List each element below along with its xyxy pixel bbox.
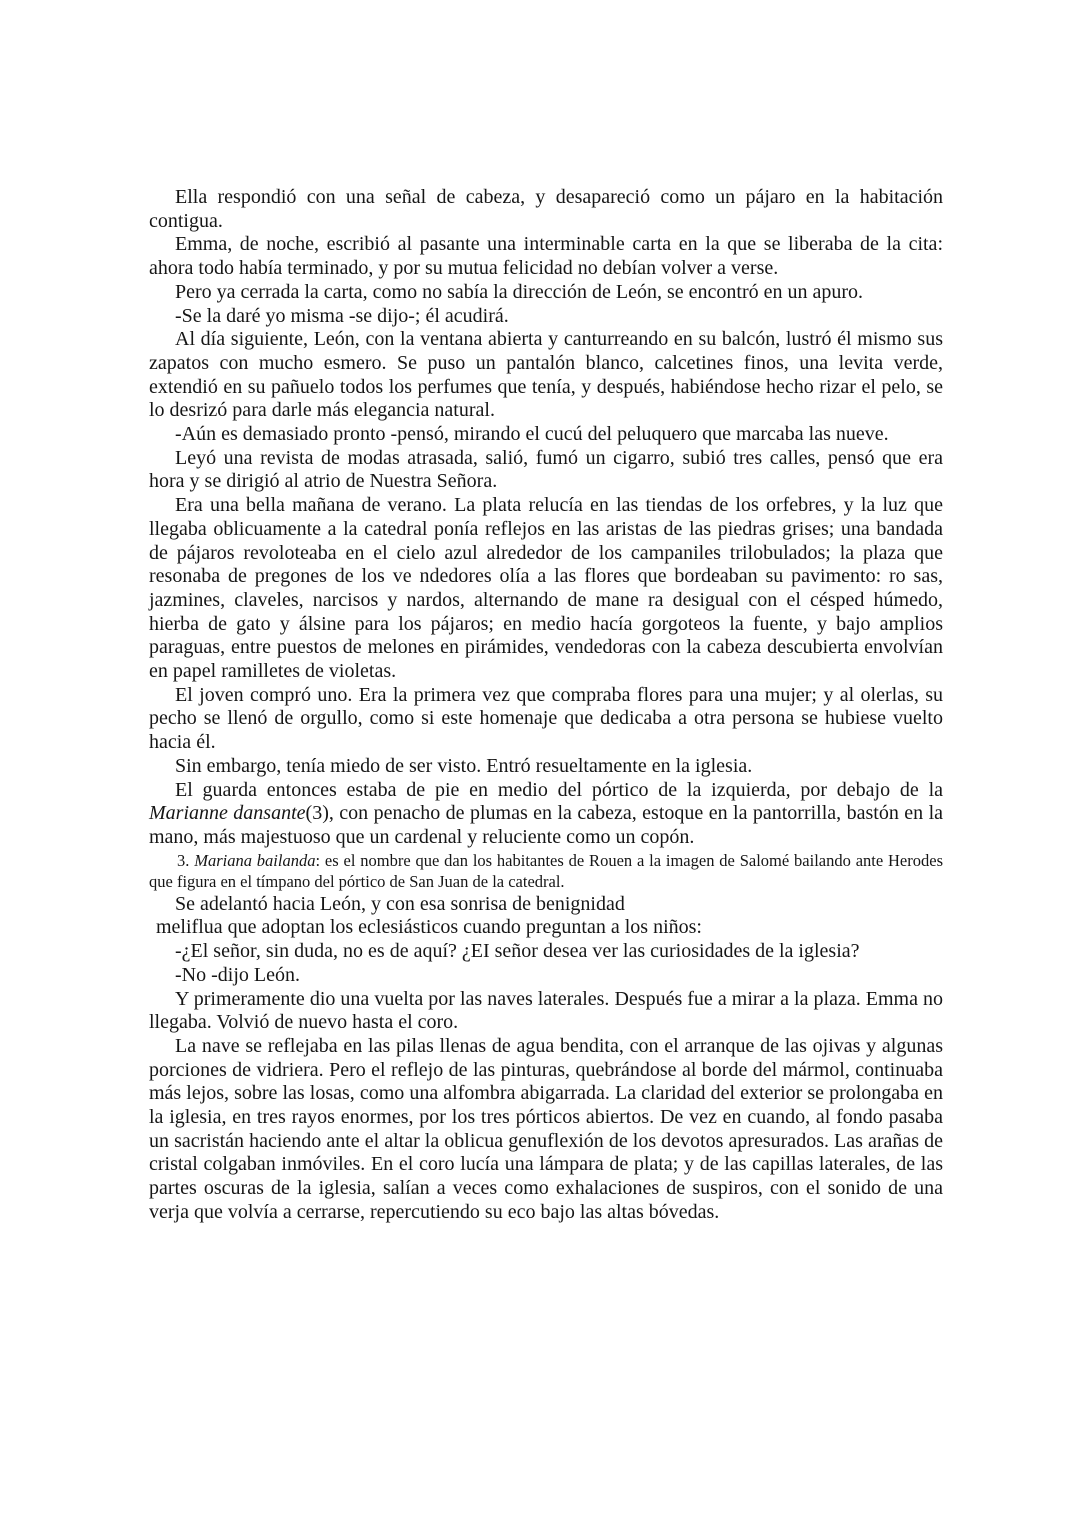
paragraph-continuation: meliflua que adoptan los eclesiásticos cuando preguntan a los niños: — [156, 916, 702, 939]
dialogue-line: -¿El señor, sin duda, no es de aquí? ¿EI señor desea ver las curiosidades de la iglesia? — [175, 940, 860, 963]
paragraph: Leyó una revista de modas atrasada, salió, fumó un cigarro, subió tres calles, pensó que era hora y se dirigió al atrio de Nuestra Señora. — [149, 446, 943, 493]
paragraph: Era una bella mañana de verano. La plata relucía en las tiendas de los orfebres, y la luz que llegaba oblicuamente a la catedral ponía reflejos en las aristas de las piedras grises; una bandada de pájaros revoloteaba en el cielo azul alrededor de los campaniles trilobulados; la plaza que resonaba de pregones de los ve ndedores olía a las flores que bordeaban su pavimento: ro sas, jazmines, claveles, narcisos y nardos, alternando de mane ra desigual con el césped húmedo, hierba de gato y álsine para los pájaros; en medio hacía gorgoteos la fuente, y bajo amplios paraguas, entre puestos de melones en pirámides, vendedoras con la cabeza descubierta envolvían en papel ramilletes de violetas. — [149, 494, 943, 683]
footnote-text: : es el nombre que dan los habitantes de Rouen a la imagen de Salomé bailando ante Herodes que figura en el tímpano del pórtico de San Juan de la catedral. — [149, 850, 943, 892]
paragraph: El joven compró uno. Era la primera vez que compraba flores para una mujer; y al olerlas, su pecho se llenó de orgullo, como si este homenaje que dedicaba a otra persona se hubiese vuelto hacia él. — [149, 683, 943, 754]
paragraph: Pero ya cerrada la carta, como no sabía la dirección de León, se encontró en un apuro. — [175, 280, 864, 303]
footnote — [149, 850, 943, 893]
dialogue-line: -Se la daré yo misma -se dijo-; él acudirá. — [175, 304, 509, 327]
paragraph: Sin embargo, tenía miedo de ser visto. Entró resueltamente en la iglesia. — [175, 754, 753, 777]
paragraph-text: El guarda entonces estaba de pie en medio del pórtico de la izquierda, por debajo de la — [175, 778, 943, 801]
text-block — [149, 186, 943, 1225]
italic-title-mariana-bailanda: Mariana bailanda — [194, 850, 316, 870]
paragraph: Ella respondió con una señal de cabeza, y desapareció como un pájaro en la habitación contigua. — [149, 186, 943, 232]
italic-title-marianne-dansante: Marianne dansante — [149, 802, 306, 825]
paragraph: Al día siguiente, León, con la ventana abierta y canturreando en su balcón, lustró él mismo sus zapatos con mucho esmero. Se puso un pantalón blanco, calcetines finos, una levita verde, extendió en su pañuelo todos los perfumes que tenía, y después, habiéndose hecho rizar el pelo, se lo desrizó para darle más elegancia natural. — [149, 328, 943, 422]
footnote-number: 3. — [177, 850, 195, 870]
paragraph: La nave se reflejaba en las pilas llenas de agua bendita, con el arranque de las ojivas y algunas porciones de vidriera. Pero el reflejo de las pinturas, quebrándose al borde del mármol, continuaba más lejos, sobre las losas, como una alfombra abigarrada. La claridad del exterior se prolongaba en la iglesia, en tres rayos enormes, por los tres pórticos abiertos. De vez en cuando, al fondo pasaba un sacristán haciendo ante el altar la oblicua genuflexión de los devotos apresurados. Las arañas de cristal colgaban inmóviles. En el coro lucía una lámpara de plata; y de las capillas laterales, de las partes oscuras de la iglesia, salían a veces como exhalaciones de suspiros, con el sonido de una verja que volvía a cerrarse, repercutiendo su eco bajo las altas bóvedas. — [149, 1034, 943, 1223]
dialogue-line: -No -dijo León. — [175, 963, 300, 986]
paragraph: Emma, de noche, escribió al pasante una interminable carta en la que se liberaba de la cita: ahora todo había terminado, y por su mutua felicidad no debían volver a verse. — [149, 233, 943, 280]
paragraph: Se adelantó hacia León, y con esa sonrisa de benignidad — [175, 892, 625, 915]
paragraph-text: (3), con penacho de plumas en la cabeza, estoque en la pantorrilla, bastón en la mano, más majestuoso que un cardenal y reluciente como un copón. — [149, 802, 944, 848]
paragraph — [149, 779, 943, 850]
paragraph: Y primeramente dio una vuelta por las naves laterales. Después fue a mirar a la plaza. Emma no llegaba. Volvió de nuevo hasta el coro. — [149, 987, 943, 1034]
dialogue-line: -Aún es demasiado pronto -pensó, mirando el cucú del peluquero que marcaba las nueve. — [175, 423, 889, 446]
